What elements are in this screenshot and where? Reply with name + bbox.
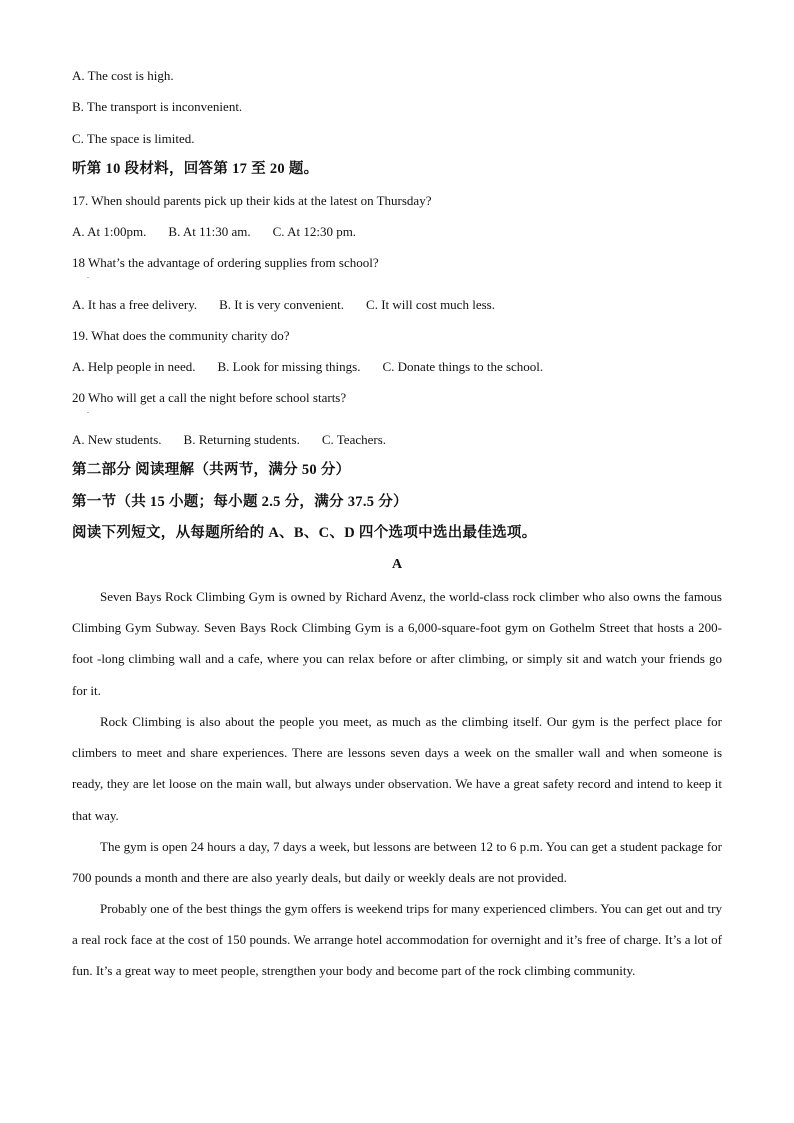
reading-part-heading: 第二部分 阅读理解（共两节，满分 50 分） (72, 462, 351, 478)
passage-paragraph-3: The gym is open 24 hours a day, 7 days a week, but lessons are between 12 to 6 p.m. You can get a student package for 700 pounds a month and there are also yearly deals, but daily or weekly deals are not provided. (72, 839, 722, 886)
q19-stem: 19. What does the community charity do? (72, 328, 290, 343)
q20-option-c: C. Teachers. (321, 432, 387, 447)
q16-option-b: B. The transport is inconvenient. (72, 99, 243, 114)
q20-option-a: A. New students. (72, 432, 162, 447)
q18-option-b: B. It is very convenient. (219, 297, 345, 312)
q16-option-c: C. The space is limited. (72, 131, 195, 146)
q19-option-b: B. Look for missing things. (217, 359, 361, 374)
passage-paragraph-1: Seven Bays Rock Climbing Gym is owned by Richard Avenz, the world-class rock climber who also owns the famous Climbing Gym Subway. Seven Bays Rock Climbing Gym is a 6,000-square-foot gym on Gothelm Street that hosts a 200-foot -long climbing wall and a cafe, where you can relax before or after climbing, or simply sit and watch your friends go for it. (72, 589, 722, 698)
q18-option-a: A. It has a free delivery. (72, 297, 198, 312)
q18-option-c: C. It will cost much less. (366, 297, 495, 312)
q20-mark: . (87, 406, 89, 415)
q19-options (72, 359, 543, 375)
q19-option-a: A. Help people in need. (72, 359, 196, 374)
q17-stem: 17. When should parents pick up their kids at the latest on Thursday? (72, 193, 432, 208)
passage-title: A (391, 557, 403, 572)
q18-stem: 18 What’s the advantage of ordering supplies from school? (72, 255, 379, 270)
passage-paragraph-4: Probably one of the best things the gym offers is weekend trips for many experienced climbers. You can get out and try a real rock face at the cost of 150 pounds. We arrange hotel accommodation for overnight and it’s free of charge. It’s a lot of fun. It’s a great way to meet people, strengthen your body and become part of the rock climbing community. (72, 901, 722, 979)
q20-option-b: B. Returning students. (183, 432, 300, 447)
reading-section-heading: 第一节（共 15 小题；每小题 2.5 分，满分 37.5 分） (72, 494, 408, 510)
q18-mark: . (87, 271, 89, 280)
q19-option-c: C. Donate things to the school. (382, 359, 544, 374)
q18-options (72, 297, 495, 313)
q20-options (72, 432, 386, 448)
q17-option-b: B. At 11:30 am. (168, 224, 251, 239)
listening-section-heading: 听第 10 段材料，回答第 17 至 20 题。 (72, 161, 319, 177)
q16-option-a: A. The cost is high. (72, 68, 174, 83)
reading-instructions: 阅读下列短文，从每题所给的 A、B、C、D 四个选项中选出最佳选项。 (72, 525, 537, 541)
q17-options (72, 224, 356, 240)
q20-stem: 20 Who will get a call the night before school starts? (72, 390, 347, 405)
q17-option-c: C. At 12:30 pm. (272, 224, 357, 239)
q17-option-a: A. At 1:00pm. (72, 224, 147, 239)
passage-paragraph-2: Rock Climbing is also about the people you meet, as much as the climbing itself. Our gym is the perfect place for climbers to meet and share experiences. There are lessons seven days a week on the smaller wall and when someone is ready, they are let loose on the main wall, but always under observation. We have a great safety record and intend to keep it that way. (72, 714, 722, 823)
